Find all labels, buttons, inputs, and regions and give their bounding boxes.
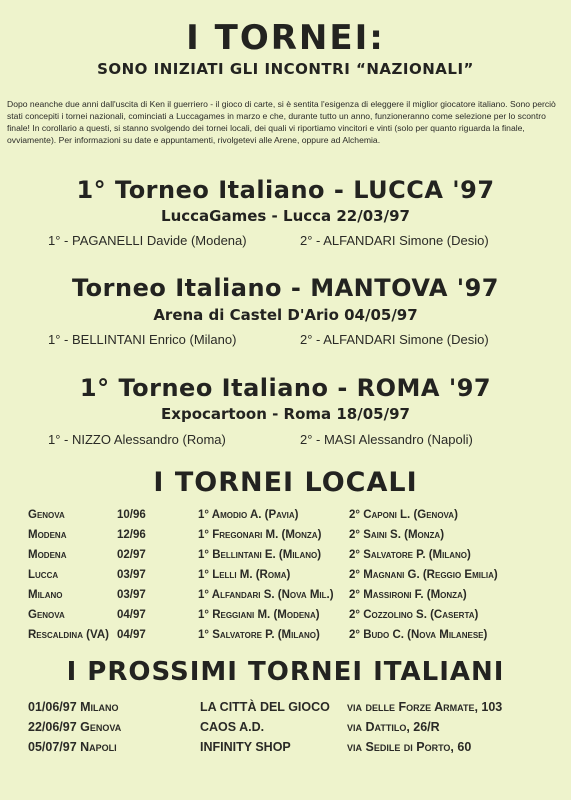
page-title: I TORNEI:	[186, 18, 385, 58]
table-row	[0, 629, 571, 648]
tournament-mantova-second: 2° - ALFANDARI Simone (Desio)	[300, 332, 489, 347]
local-city: Lucca	[28, 569, 59, 581]
local-date: 10/96	[117, 509, 146, 521]
local-city: Milano	[28, 589, 63, 601]
table-row	[0, 529, 571, 548]
local-date: 12/96	[117, 529, 146, 541]
tournament-lucca-first: 1° - PAGANELLI Davide (Modena)	[48, 233, 247, 248]
local-first: 1° Bellintani E. (Milano)	[198, 549, 322, 561]
local-second: 2° Budo C. (Nova Milanese)	[349, 629, 488, 641]
table-row	[0, 509, 571, 528]
local-second: 2° Magnani G. (Reggio Emilia)	[349, 569, 498, 581]
local-tournaments-heading: I TORNEI LOCALI	[153, 467, 418, 498]
local-second: 2° Massironi F. (Monza)	[349, 589, 467, 601]
local-second: 2° Salvatore P. (Milano)	[349, 549, 471, 561]
local-date: 04/97	[117, 629, 146, 641]
tournament-roma-first: 1° - NIZZO Alessandro (Roma)	[48, 432, 226, 447]
tournament-lucca-title: 1° Torneo Italiano - LUCCA '97	[76, 176, 495, 204]
next-address: via Sedile di Porto, 60	[347, 740, 472, 754]
local-first: 1° Alfandari S. (Nova Mil.)	[198, 589, 334, 601]
next-venue: INFINITY SHOP	[200, 740, 291, 754]
local-second: 2° Saini S. (Monza)	[349, 529, 445, 541]
local-date: 04/97	[117, 609, 146, 621]
table-row	[0, 589, 571, 608]
tournament-roma-place: Expocartoon - Roma 18/05/97	[161, 405, 410, 423]
intro-paragraph: Dopo neanche due anni dall'uscita di Ken il guerriero - il gioco di carte, si è sentita l'esigenza di eleggere il miglior giocatore italiano. Sono perciò stati concepiti i tornei nazionali, cominciati a Luccagames in marzo e che, durante tutto un anno, funzioneranno come selezione per lo scontro finale! In corollario a questi, si stanno svolgendo dei tornei locali, dei quali vi riportiamo vincitori e vinti (solo per quanto riguarda la finale, ovviamente). Per informazioni su date e appuntamenti, rivolgetevi alle Arene, oppure ad Alchemia.	[7, 99, 556, 145]
local-first: 1° Reggiani M. (Modena)	[198, 609, 320, 621]
local-date: 03/97	[117, 589, 146, 601]
local-first: 1° Lelli M. (Roma)	[198, 569, 291, 581]
next-venue: LA CITTÀ DEL GIOCO	[200, 700, 330, 714]
list-item	[0, 700, 571, 719]
list-item	[0, 720, 571, 739]
tournament-roma-second: 2° - MASI Alessandro (Napoli)	[300, 432, 473, 447]
next-date: 05/07/97 Napoli	[28, 740, 117, 754]
tournament-roma-title: 1° Torneo Italiano - ROMA '97	[79, 374, 492, 402]
tournament-mantova-title: Torneo Italiano - MANTOVA '97	[72, 274, 499, 302]
local-second: 2° Cozzolino S. (Caserta)	[349, 609, 479, 621]
next-address: via Dattilo, 26/R	[347, 720, 440, 734]
local-date: 02/97	[117, 549, 146, 561]
next-address: via delle Forze Armate, 103	[347, 700, 503, 714]
next-date: 01/06/97 Milano	[28, 700, 119, 714]
local-city: Modena	[28, 529, 67, 541]
local-city: Genova	[28, 609, 65, 621]
local-city: Modena	[28, 549, 67, 561]
page-subtitle: SONO INIZIATI GLI INCONTRI “NAZIONALI”	[97, 60, 474, 78]
table-row	[0, 609, 571, 628]
table-row	[0, 569, 571, 588]
table-row	[0, 549, 571, 568]
local-city: Rescaldina (VA)	[28, 629, 109, 641]
tournament-lucca-second: 2° - ALFANDARI Simone (Desio)	[300, 233, 489, 248]
tournament-lucca-place: LuccaGames - Lucca 22/03/97	[161, 207, 410, 225]
list-item	[0, 740, 571, 759]
next-tournaments-heading: I PROSSIMI TORNEI ITALIANI	[66, 657, 505, 687]
local-first: 1° Salvatore P. (Milano)	[198, 629, 320, 641]
tournament-mantova-first: 1° - BELLINTANI Enrico (Milano)	[48, 332, 237, 347]
local-date: 03/97	[117, 569, 146, 581]
next-date: 22/06/97 Genova	[28, 720, 122, 734]
local-second: 2° Caponi L. (Genova)	[349, 509, 458, 521]
local-city: Genova	[28, 509, 65, 521]
local-first: 1° Fregonari M. (Monza)	[198, 529, 322, 541]
tournament-mantova-place: Arena di Castel D'Ario 04/05/97	[153, 306, 418, 324]
next-venue: CAOS A.D.	[200, 720, 265, 734]
local-first: 1° Amodio A. (Pavia)	[198, 509, 299, 521]
